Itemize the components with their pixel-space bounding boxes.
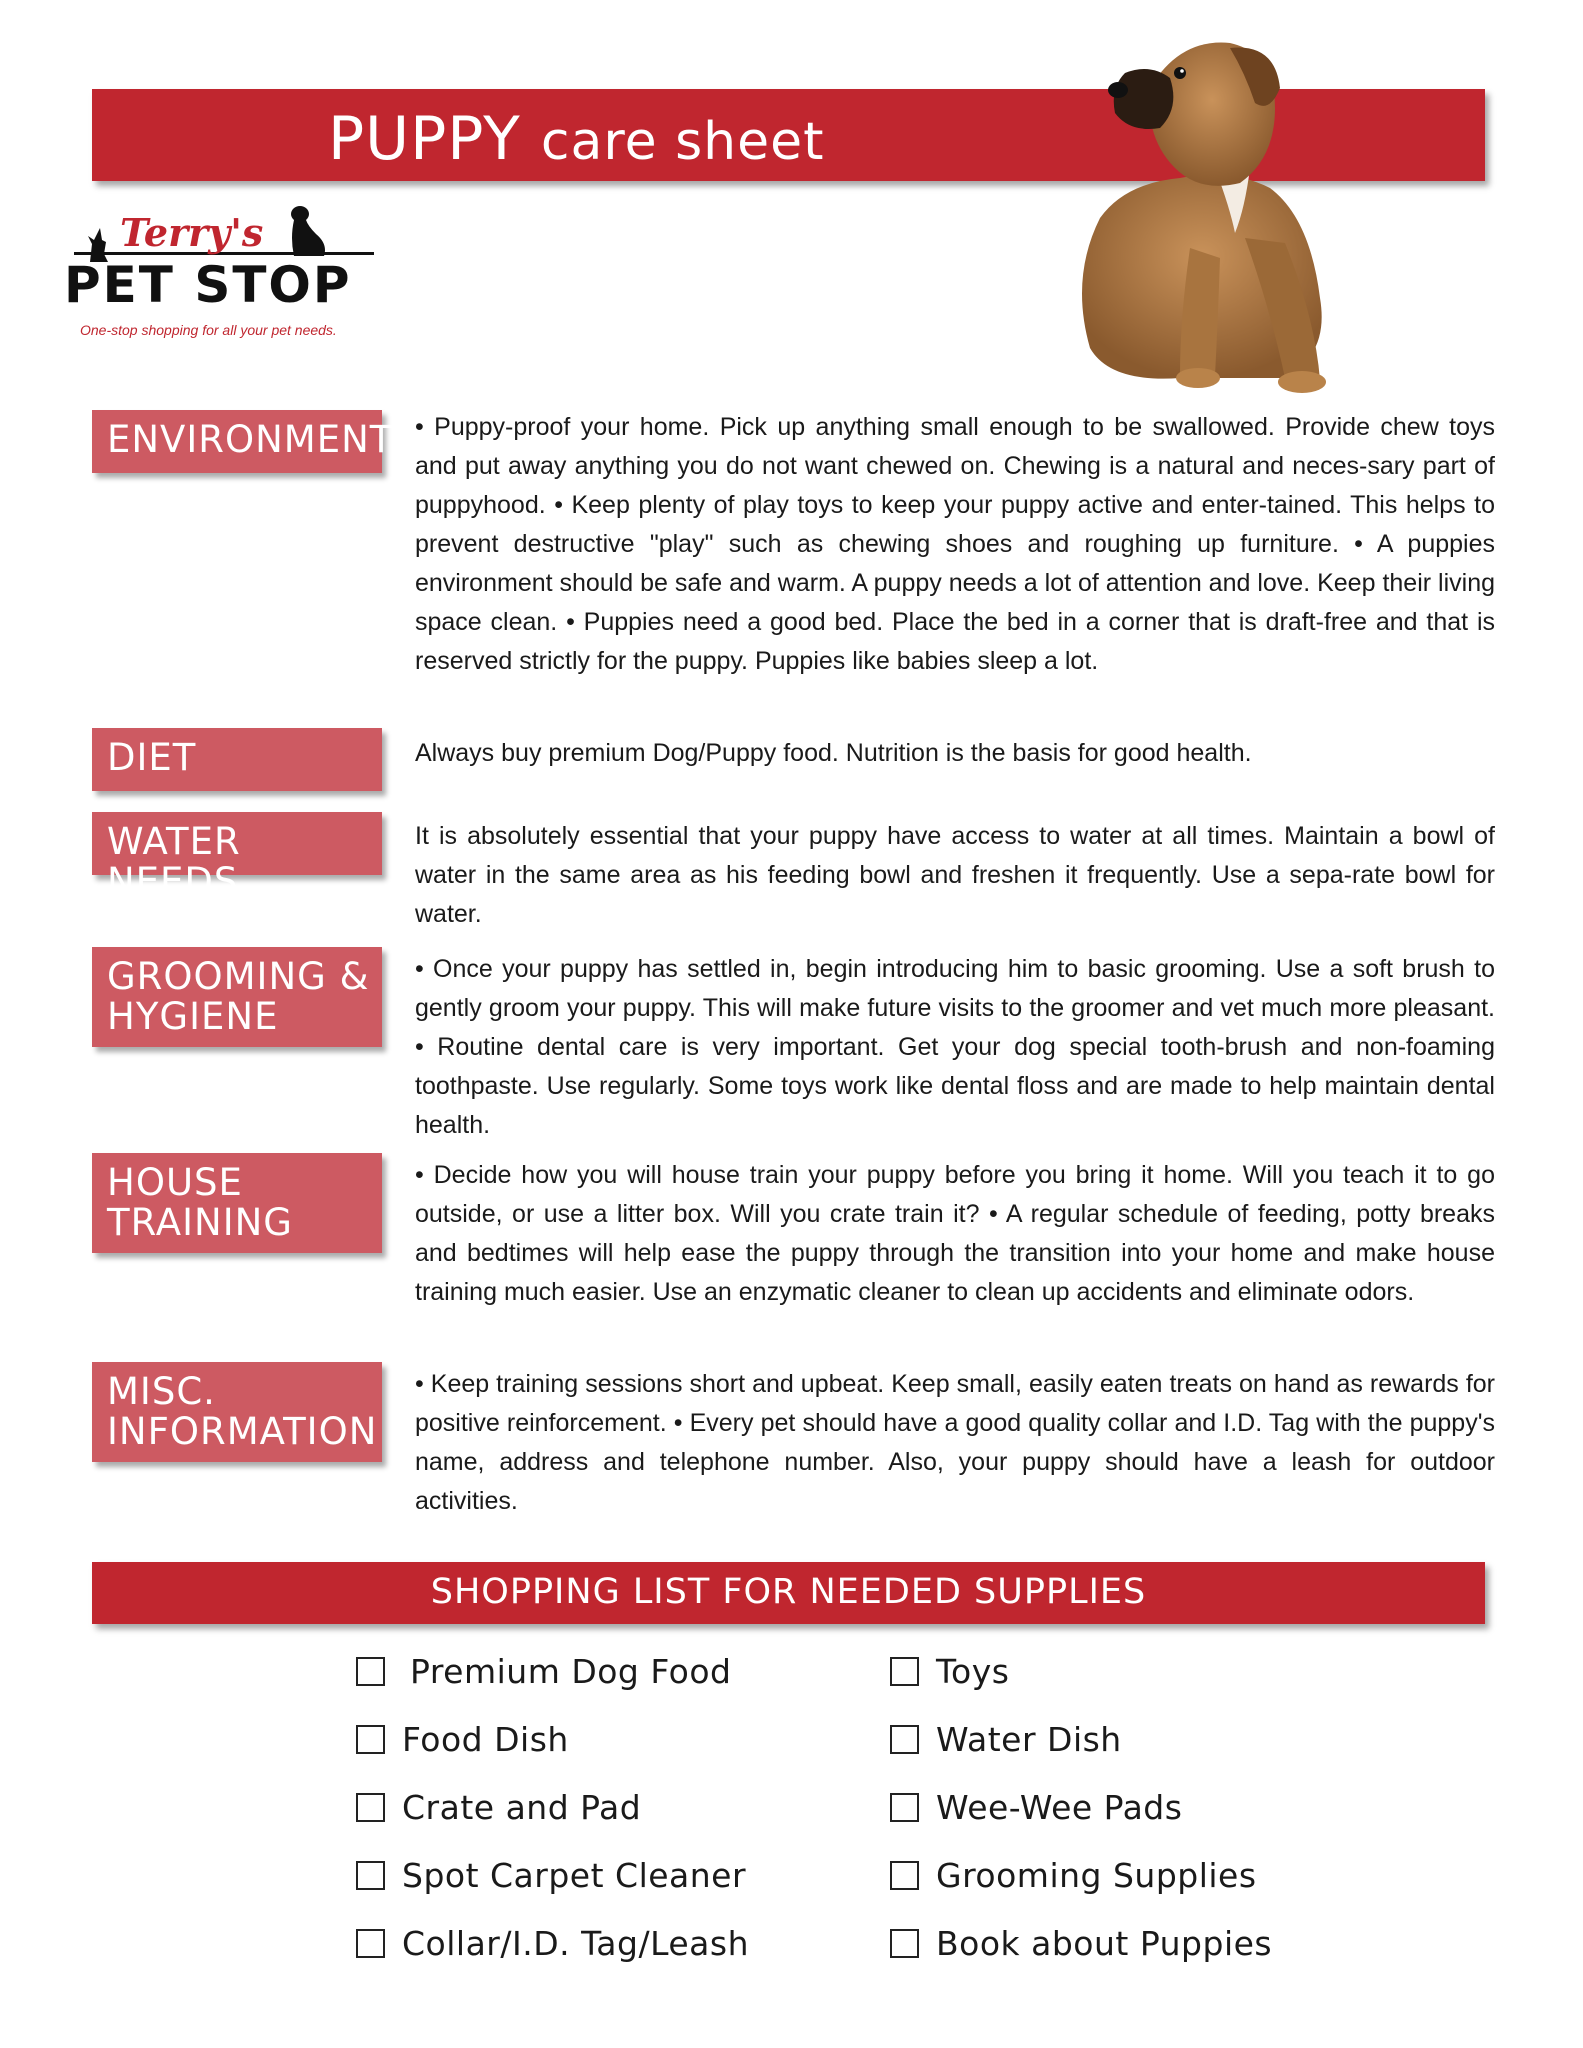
shopping-item-label: Collar/I.D. Tag/Leash bbox=[402, 1923, 750, 1963]
section-text-house-training: • Decide how you will house train your puppy before you bring it home. Will you teach it to go outside, or use a litter box. Will you crate train it? • A regular schedule of feeding, potty breaks and bedtimes will help ease the puppy through the transition into your home and make house training much easier. Use an enzymatic cleaner to clean up accidents and eliminate odors. bbox=[415, 1161, 1495, 1306]
section-text-environment: • Puppy-proof your home. Pick up anything small enough to be swallowed. Provide chew toys and put away anything you do not want chewed on. Chewing is a natural and neces-sary part of puppyhood. • Keep plenty of play toys to keep your puppy active and enter-tained. This helps to prevent destructive "play" such as chewing shoes and roughing up furniture. • A puppies environment should be safe and warm. A puppy needs a lot of attention and love. Keep their living space clean. • Puppies need a good bed. Place the bed in a corner that is draft-free and that is reserved strictly for the puppy. Puppies like babies sleep a lot. bbox=[415, 413, 1495, 675]
section-label-line: GROOMING & bbox=[107, 955, 370, 998]
shopping-item-label: Wee-Wee Pads bbox=[936, 1787, 1183, 1827]
section-text-misc-information: • Keep training sessions short and upbeat. Keep small, easily eaten treats on hand as rewards for positive reinforcement. • Every pet should have a good quality collar and I.D. Tag with the puppy's name, address and telephone number. Also, your puppy should have a leash for outdoor activities. bbox=[415, 1370, 1495, 1515]
shopping-item-label: Premium Dog Food bbox=[410, 1651, 732, 1691]
checkbox[interactable] bbox=[890, 1725, 919, 1754]
shopping-item[interactable] bbox=[890, 1651, 1010, 1691]
shopping-list-title: SHOPPING LIST FOR NEEDED SUPPLIES bbox=[430, 1572, 1147, 1612]
logo-name: PET STOP bbox=[64, 256, 352, 314]
section-label-line: HOUSE bbox=[107, 1161, 243, 1204]
checkbox[interactable] bbox=[356, 1929, 385, 1958]
shopping-item[interactable] bbox=[890, 1787, 1183, 1827]
shopping-item-label: Crate and Pad bbox=[402, 1787, 642, 1827]
logo-tagline: One-stop shopping for all your pet needs. bbox=[80, 322, 337, 338]
checkbox[interactable] bbox=[356, 1793, 385, 1822]
checkbox[interactable] bbox=[890, 1657, 919, 1686]
shopping-item[interactable] bbox=[356, 1719, 569, 1759]
checkbox[interactable] bbox=[356, 1861, 385, 1890]
shopping-item-label: Food Dish bbox=[402, 1719, 569, 1759]
shopping-item[interactable] bbox=[356, 1923, 750, 1963]
section-label-text: DIET bbox=[107, 736, 197, 779]
shopping-item-label: Grooming Supplies bbox=[936, 1855, 1257, 1895]
dog-silhouette-icon bbox=[286, 204, 330, 258]
section-label-environment bbox=[92, 410, 394, 473]
section-label-text: ENVIRONMENT bbox=[107, 418, 394, 461]
page-title bbox=[328, 104, 825, 174]
section-label-line: MISC. bbox=[107, 1370, 216, 1413]
shopping-item[interactable] bbox=[890, 1923, 1273, 1963]
section-label-line: TRAINING bbox=[107, 1201, 293, 1244]
section-label-grooming-hygiene bbox=[92, 947, 382, 1047]
checkbox[interactable] bbox=[356, 1725, 385, 1754]
store-logo bbox=[62, 200, 382, 350]
section-text-water-needs: It is absolutely essential that your puppy have access to water at all times. Maintain a bowl of water in the same area as his feeding bowl and freshen it frequently. Use a sepa-rate bowl for water. bbox=[415, 822, 1495, 928]
page-title-main: PUPPY bbox=[328, 104, 521, 174]
shopping-item[interactable] bbox=[890, 1855, 1257, 1895]
section-text-grooming-hygiene: • Once your puppy has settled in, begin introducing him to basic grooming. Use a soft brush to gently groom your puppy. This will make future visits to the groomer and vet much more pleasant. • Routine dental care is very important. Get your dog special tooth-brush and non-foaming toothpaste. Use regularly. Some toys work like dental floss and are made to help maintain dental health. bbox=[415, 955, 1495, 1139]
checkbox[interactable] bbox=[890, 1929, 919, 1958]
shopping-item[interactable] bbox=[356, 1855, 747, 1895]
shopping-item-label: Book about Puppies bbox=[936, 1923, 1273, 1963]
section-label-diet bbox=[92, 728, 382, 791]
section-label-water-needs bbox=[92, 812, 382, 903]
section-label-text: WATER NEEDS bbox=[107, 820, 241, 903]
shopping-item[interactable] bbox=[356, 1787, 642, 1827]
puppy-illustration bbox=[1030, 18, 1370, 403]
section-label-line: HYGIENE bbox=[107, 995, 279, 1038]
section-label-misc-information bbox=[92, 1362, 382, 1462]
checkbox[interactable] bbox=[890, 1793, 919, 1822]
page-title-rest: care sheet bbox=[540, 112, 825, 172]
checkbox[interactable] bbox=[356, 1657, 385, 1686]
shopping-item[interactable] bbox=[356, 1651, 732, 1691]
shopping-item-label: Spot Carpet Cleaner bbox=[402, 1855, 747, 1895]
shopping-item-label: Water Dish bbox=[936, 1719, 1122, 1759]
logo-script: Terry's bbox=[120, 210, 264, 255]
section-label-house-training bbox=[92, 1153, 382, 1253]
checkbox[interactable] bbox=[890, 1861, 919, 1890]
shopping-item-label: Toys bbox=[936, 1651, 1010, 1691]
section-label-line: INFORMATION bbox=[107, 1410, 378, 1453]
section-text-diet: Always buy premium Dog/Puppy food. Nutrition is the basis for good health. bbox=[415, 739, 1252, 767]
shopping-item[interactable] bbox=[890, 1719, 1122, 1759]
